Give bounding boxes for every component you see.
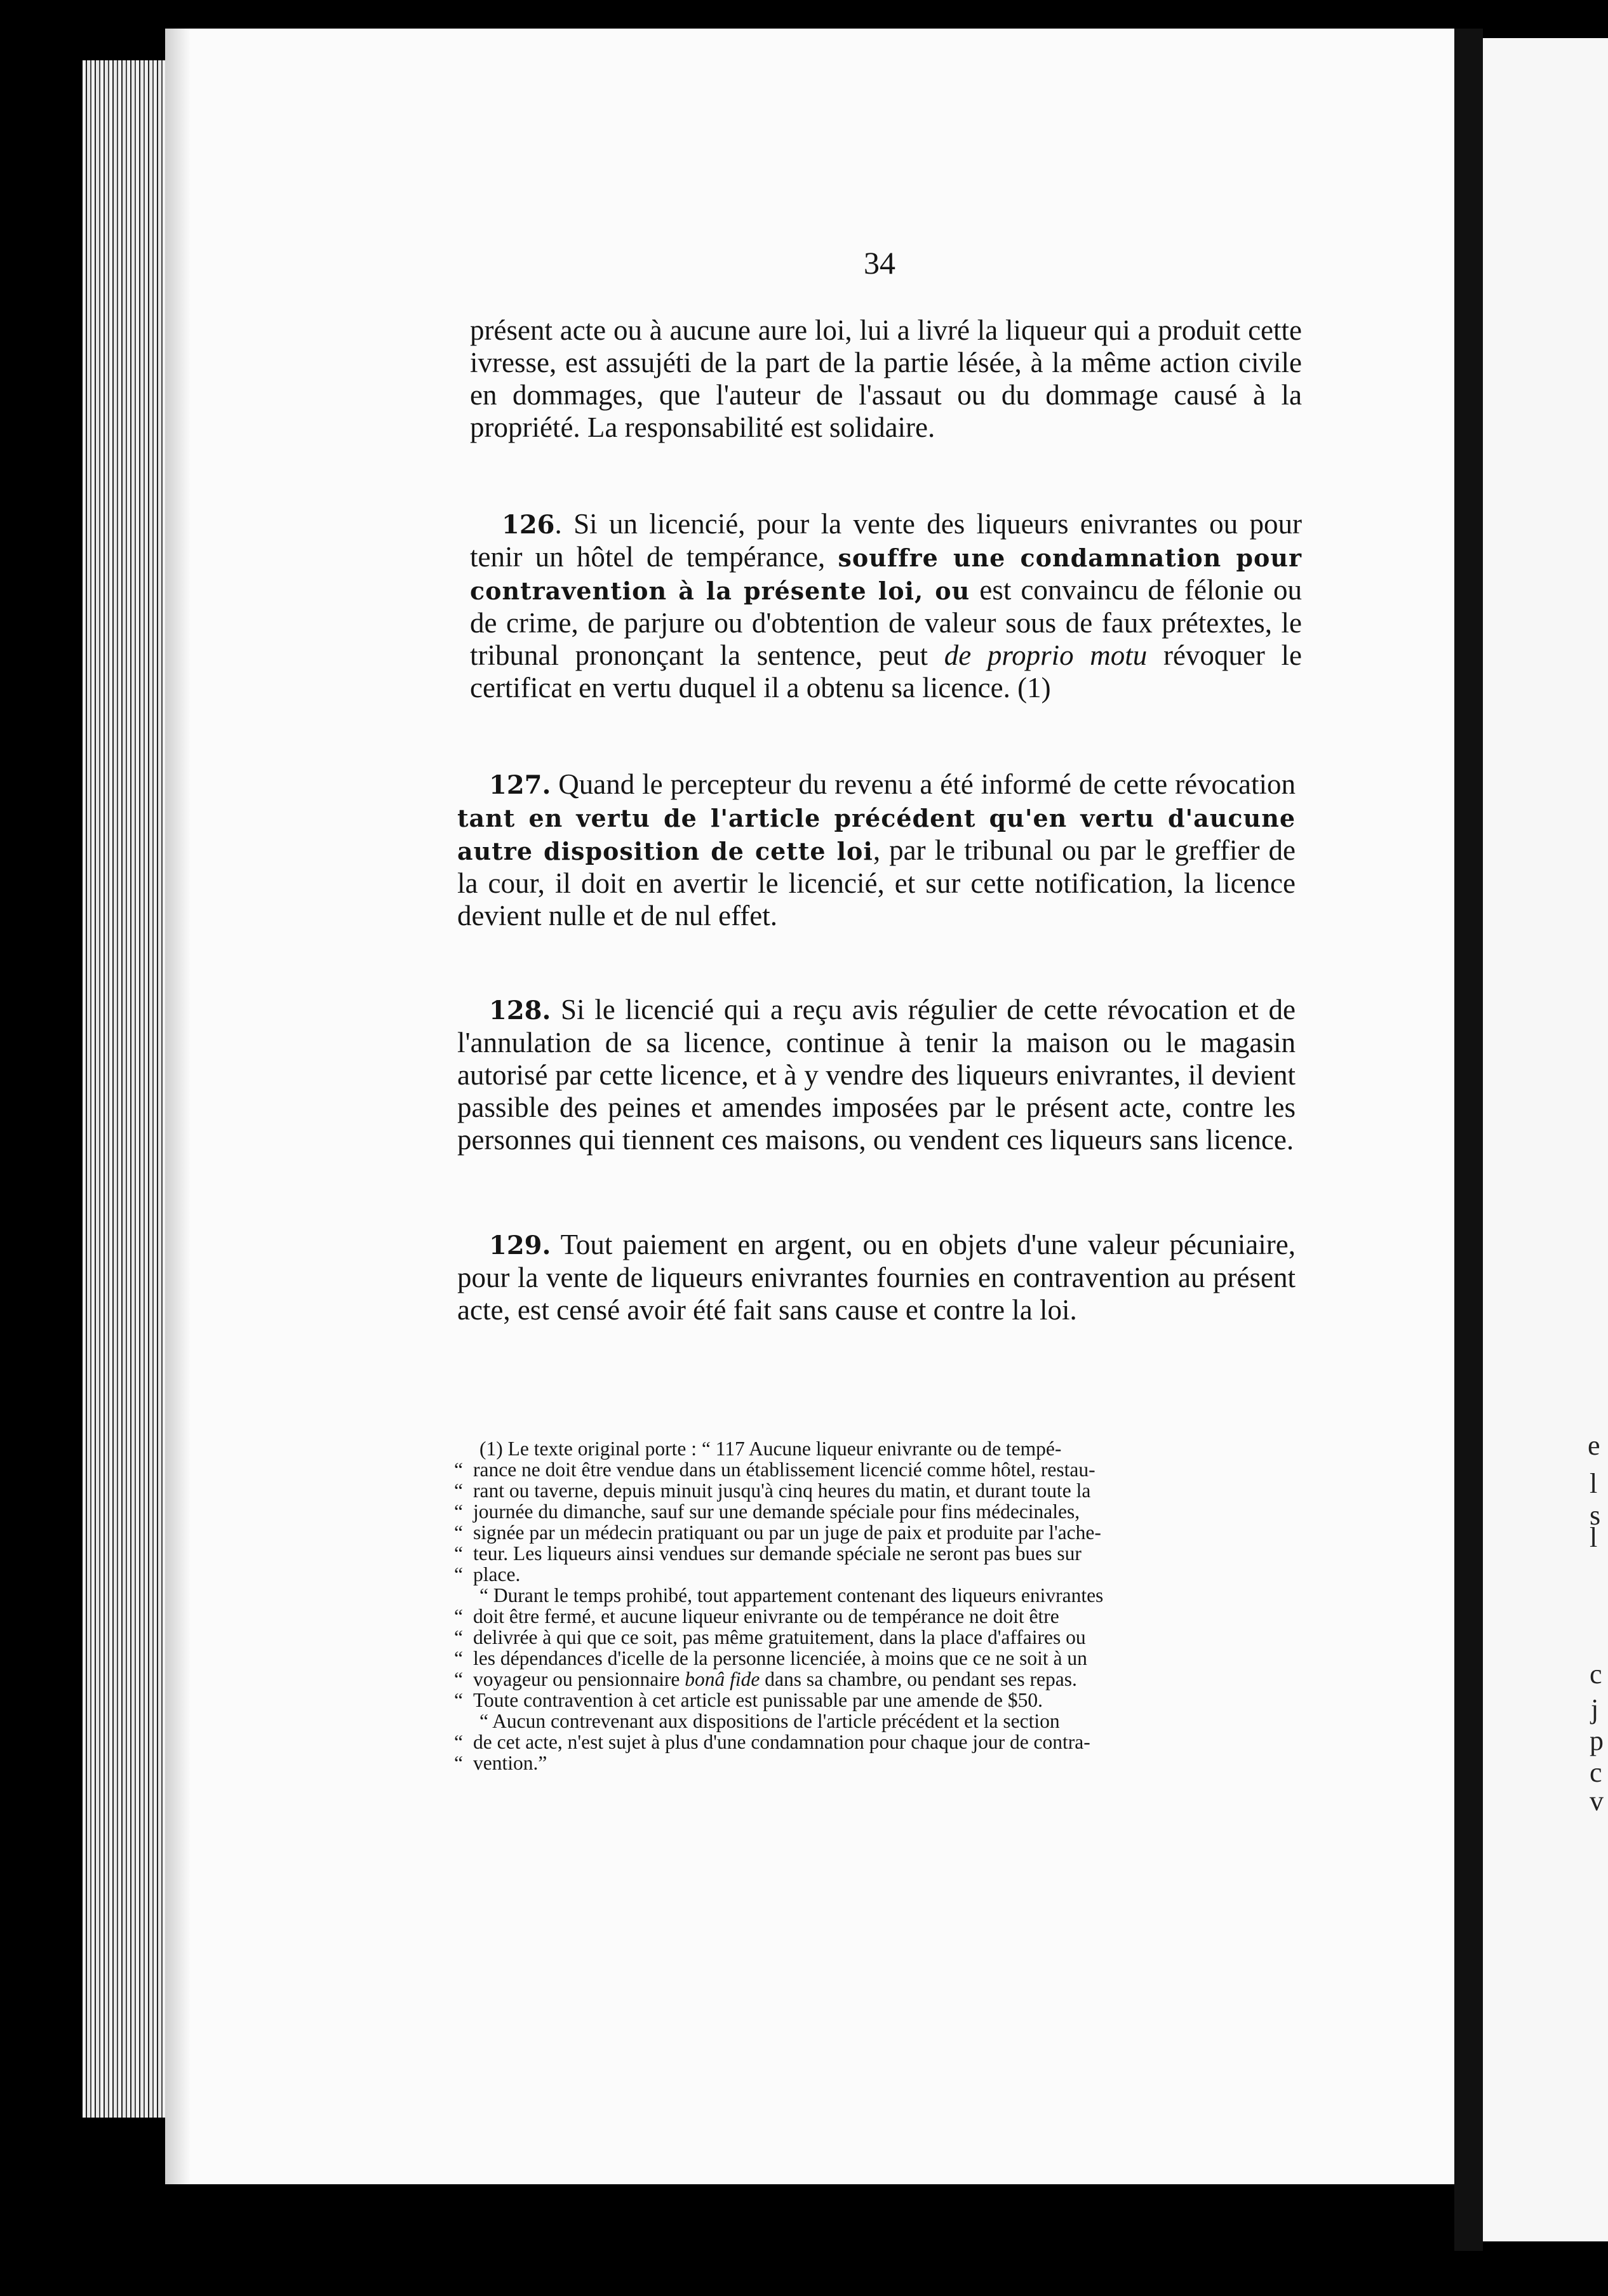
quote-mark: “ <box>454 1500 463 1523</box>
footnote-line: rance ne doit être vendue dans un établissement licencié comme hôtel, restau- <box>473 1458 1095 1481</box>
quote-mark: “ <box>454 1647 463 1669</box>
footnote-line: journée du dimanche, sauf sur une demande spéciale pour fins médecinales, <box>473 1500 1080 1523</box>
article-126 <box>470 508 1302 704</box>
article-number: 129. <box>489 1231 551 1260</box>
footnote-line: voyageur ou pensionnaire <box>473 1668 685 1690</box>
quote-mark: “ <box>454 1731 463 1753</box>
quote-mark: “ <box>454 1542 463 1565</box>
article-text: Tout paiement en argent, ou en objets d'une valeur pécuniaire, pour la vente de liqueurs enivrantes fournies en contravention au présent acte, est censé avoir été fait sans cause et contre la loi. <box>457 1229 1296 1326</box>
quote-mark: “ <box>454 1479 463 1502</box>
adjacent-glyph: p <box>1590 1725 1604 1756</box>
footnote-line: doit être fermé, et aucune liqueur enivrante ou de tempérance ne doit être <box>473 1605 1059 1627</box>
article-number: 126 <box>502 510 555 540</box>
footnote-line: vention.” <box>473 1752 547 1774</box>
footnote-line: dans sa chambre, ou pendant ses repas. <box>760 1668 1077 1690</box>
adjacent-glyph: c <box>1590 1757 1602 1788</box>
footnote-line: signée par un médecin pratiquant ou par un juge de paix et produite par l'ache- <box>473 1521 1101 1544</box>
article-text: . Si un licencié, pour la vente des liqueurs enivrantes ou pour tenir un hôtel de tempérance, <box>470 508 1302 573</box>
article-text: Quand le percepteur du revenu a été informé de cette révocation <box>551 768 1296 800</box>
paragraph-continued: présent acte ou à aucune aure loi, lui a livré la liqueur qui a produit cette ivresse, est assujéti de la part de la partie lésée, à la même action civile en dommages, que l'auteur de l'assaut ou du dommage causé à la propriété. La responsabilité est solidaire. <box>470 314 1302 443</box>
adjacent-page <box>1483 38 1608 2241</box>
article-128 <box>457 994 1296 1156</box>
article-text: révoquer le certificat en vertu duquel il a obtenu sa licence. (1) <box>470 639 1302 704</box>
adjacent-glyph: l <box>1590 1522 1598 1553</box>
article-amendment-bold: tant en vertu de l'article précédent qu'en vertu d'aucune autre disposition de cette loi <box>457 804 1296 865</box>
footnote-line: “ Aucun contrevenant aux dispositions de l'article précédent et la section <box>479 1710 1060 1732</box>
footnote-line: (1) Le texte original porte : “ 117 Aucune liqueur enivrante ou de tempé- <box>479 1438 1062 1460</box>
article-text: est convaincu de félonie ou de crime, de parjure ou d'obtention de valeur sous de faux prétextes, le tribunal prononçant la sentence, peut <box>470 574 1302 671</box>
article-number: 128. <box>489 996 551 1025</box>
gutter-shadow-right <box>1454 29 1483 2251</box>
footnote-line: teur. Les liqueurs ainsi vendues sur demande spéciale ne seront pas bues sur <box>473 1542 1082 1565</box>
article-latin-phrase: de proprio motu <box>944 639 1148 671</box>
article-number: 127. <box>489 770 551 800</box>
footnote <box>454 1438 1286 1773</box>
adjacent-glyph: v <box>1590 1785 1604 1817</box>
footnote-line: “ Durant le temps prohibé, tout appartement contenant des liqueurs enivrantes <box>479 1584 1104 1606</box>
gutter-shadow-left <box>165 29 191 2184</box>
article-text: Si le licencié qui a reçu avis régulier de cette révocation et de l'annulation de sa licence, continue à tenir la maison ou le magasin autorisé par cette licence, et à y vendre des liqueurs enivrantes, il devient passible des peines et amendes imposées par le présent acte, contre les personnes qui tiennent ces maisons, ou vendent ces liqueurs sans licence. <box>457 994 1296 1156</box>
footnote-line: les dépendances d'icelle de la personne licenciée, à moins que ce ne soit à un <box>473 1647 1087 1669</box>
quote-mark: “ <box>454 1563 463 1585</box>
quote-mark: “ <box>454 1458 463 1481</box>
footnote-line: Toute contravention à cet article est punissable par une amende de $50. <box>473 1689 1043 1711</box>
footnote-line: delivrée à qui que ce soit, pas même gratuitement, dans la place d'affaires ou <box>473 1626 1086 1648</box>
article-text: , par le tribunal ou par le greffier de la cour, il doit en avertir le licencié, et sur cette notification, la licence devient nulle et de nul effet. <box>457 834 1296 931</box>
adjacent-glyph: s <box>1590 1500 1601 1531</box>
adjacent-glyph: l <box>1590 1468 1598 1499</box>
footnote-line: place. <box>473 1563 521 1585</box>
article-127 <box>457 768 1296 932</box>
footnote-line: de cet acte, n'est sujet à plus d'une condamnation pour chaque jour de contra- <box>473 1731 1090 1753</box>
quote-mark: “ <box>454 1605 463 1627</box>
quote-mark: “ <box>454 1626 463 1648</box>
quote-mark: “ <box>454 1752 463 1774</box>
article-amendment-bold: souffre une condamnation pour contravention à la présente loi, ou <box>470 544 1302 605</box>
page-number: 34 <box>864 245 895 281</box>
footnote-line: rant ou taverne, depuis minuit jusqu'à cinq heures du matin, et durant toute la <box>473 1479 1091 1502</box>
quote-mark: “ <box>454 1521 463 1544</box>
quote-mark: “ <box>454 1668 463 1690</box>
quote-mark: “ <box>454 1689 463 1711</box>
footnote-italic: bonâ fide <box>685 1668 760 1690</box>
article-129 <box>457 1229 1296 1326</box>
adjacent-glyph: e <box>1588 1430 1600 1461</box>
adjacent-glyph: c <box>1590 1659 1602 1690</box>
adjacent-glyph: j <box>1591 1693 1599 1725</box>
book-page-edges <box>83 60 178 2118</box>
